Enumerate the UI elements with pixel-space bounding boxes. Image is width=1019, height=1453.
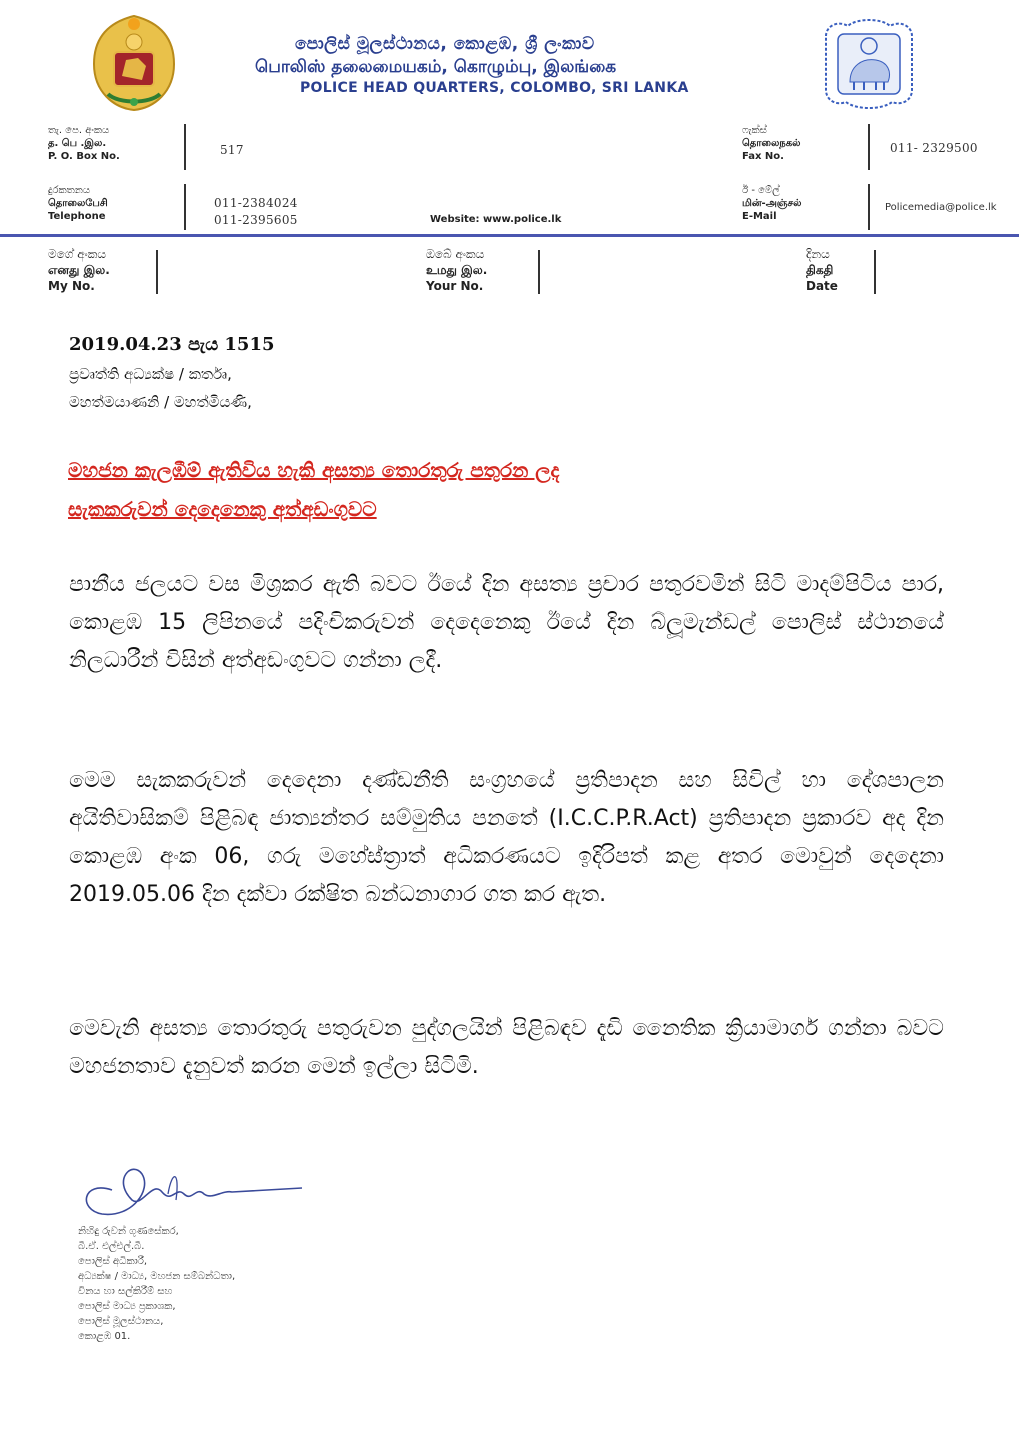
header-title-tamil: பொலிஸ் தலைமையகம், கொழும்பு, இலங்கை: [255, 57, 617, 77]
signature-line: බී.ඒ. එල්එල්.බී.: [78, 1241, 145, 1252]
brace: [860, 124, 870, 170]
fax-label: ෆැක්ස් தொலைநகல் Fax No.: [742, 125, 801, 162]
date-label: දිනය திகதி Date: [806, 247, 838, 293]
subject-line-1: මහජන කැලඹීම් ඇතිවිය හැකි අසත්‍ය තොරතුරු පතුරන ලද: [68, 458, 560, 482]
letter-date: 2019.04.23 පැය 1515: [69, 334, 275, 355]
signature-line: නිහිඳු රුවන් ගුණසේකර,: [78, 1226, 179, 1237]
paragraph-2: මෙම සැකකරුවන් දෙදෙනා දණ්ඩනීති සංග්‍රහයේ ප්‍රතිපාදන සහ සිවිල් හා දේශපාලන අයිතිවාසිකම් පිළිබඳ ජාත්‍යන්තර සම්මුතිය පනතේ (I.C.C.P.R.Act) ප්‍රතිපාදන ප්‍රකාරව අද දින කොළඹ අංක 06, ගරු මහේස්ත්‍රාත් අධිකරණයට ඉදිරිපත් කළ අතර මොවුන් දෙදෙනා 2019.05.06 දින දක්වා රක්ෂිත බන්ධනාගාර ගත කර ඇත.: [69, 768, 944, 907]
po-box-value: 517: [220, 143, 244, 157]
brace: [176, 124, 186, 170]
salutation-1: ප්‍රවෘත්ති අධ්‍යක්ෂ / කර්තෘ,: [69, 365, 232, 383]
handwritten-signature: [72, 1150, 312, 1230]
telephone-value-2: 011-2395605: [214, 213, 298, 227]
my-no-label: මගේ අංකය எனது இல. My No.: [48, 247, 110, 293]
header-rule: [0, 234, 1019, 237]
subject-line-2: සැකකරුවන් දෙදෙනෙකු අත්අඩංගුවට: [68, 497, 377, 521]
brace: [176, 184, 186, 230]
signature-line: විනය හා සල්කිරීම් සහ: [78, 1286, 173, 1297]
brace: [148, 250, 158, 294]
paragraph-3: මෙවැනි අසත්‍ය තොරතුරු පතුරුවන පුද්ගලයින් පිළිබඳව දැඩි නෛතික ක්‍රියාමාර්ග ගන්නා බවට මහජනතාව දැනුවත් කරන මෙන් ඉල්ලා සිටිමි.: [69, 1016, 944, 1079]
brace: [866, 250, 876, 294]
signature-line: කොළඹ 01.: [78, 1331, 131, 1342]
po-box-label: තැ. පෙ. අංකය த. பெ .இல. P. O. Box No.: [48, 125, 120, 162]
brace: [860, 184, 870, 230]
signature-line: පොලිස් මාධ්‍ය ප්‍රකාශක,: [78, 1301, 176, 1312]
website-text: Website: www.police.lk: [430, 214, 562, 225]
telephone-label: දුරකතනය தொலைபேசி Telephone: [48, 185, 108, 222]
email-label: ඊ - මේල් மின்-அஞ்சல் E-Mail: [742, 185, 802, 222]
paragraph-1: පානීය ජලයට වස මිශ්‍රකර ඇති බවට ඊයේ දින අසත්‍ය ප්‍රචාර පතුරවමින් සිටි මාදම්පිටිය පාර, කොළඹ 15 ලිපිනයේ පදිංචිකරුවන් දෙදෙනෙකු ඊයේ දින බ්ලූමැන්ඩල් පොලිස් ස්ථානයේ නිලධාරීන් විසින් අත්අඩංගුවට ගන්නා ලදී.: [69, 572, 944, 673]
signature-line: පොලිස් මූලස්ථානය,: [78, 1316, 164, 1327]
brace: [530, 250, 540, 294]
signature-line: අධ්‍යක්ෂ / මාධ්‍ය, මහජන සම්බන්ධතා,: [78, 1271, 236, 1282]
header-title-sinhala: පොලිස් මූලස්ථානය, කොළඹ, ශ්‍රී ලංකාව: [295, 34, 595, 54]
police-crest-emblem: [818, 16, 920, 110]
email-value: Policemedia@police.lk: [885, 202, 997, 213]
header-title-english: POLICE HEAD QUARTERS, COLOMBO, SRI LANKA: [300, 80, 689, 96]
salutation-2: මහත්මයාණනි / මහත්මියණි,: [69, 393, 252, 411]
your-no-label: ඔබේ අංකය உமது இல. Your No.: [426, 247, 488, 293]
signature-block: [78, 1224, 235, 1344]
sri-lanka-crest-emblem: [88, 14, 180, 112]
fax-value: 011- 2329500: [890, 141, 978, 155]
signature-line: පොලිස් අධිකාරී,: [78, 1256, 148, 1267]
telephone-value-1: 011-2384024: [214, 196, 298, 210]
